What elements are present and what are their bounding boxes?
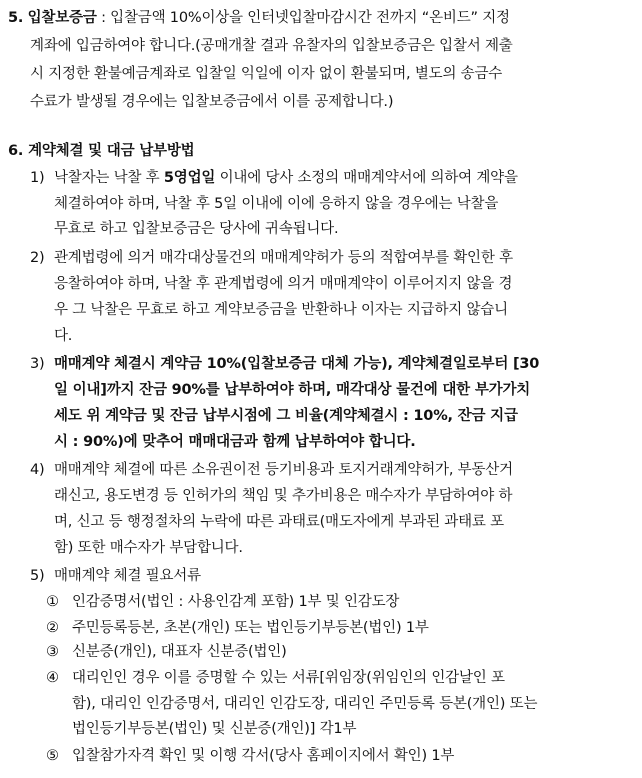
item-2-line-4: 다.	[54, 328, 73, 344]
section-6-title: 계약체결 및 대금 납부방법	[28, 143, 195, 159]
doc-1-text: 인감증명서(법인 : 사용인감계 포함) 1부 및 인감도장	[72, 594, 400, 610]
doc-2-text: 주민등록등본, 초본(개인) 또는 법인등기부등본(법인) 1부	[72, 620, 429, 636]
section-6-number: 6.	[8, 143, 24, 159]
item-1-marker: 1)	[30, 170, 45, 186]
section-6-heading	[8, 141, 194, 161]
item-1-line-2: 체결하여야 하며, 낙찰 후 5일 이내에 이에 응하지 않을 경우에는 낙찰을	[54, 196, 499, 212]
item-4-line-2: 래신고, 용도변경 등 인허가의 책임 및 추가비용은 매수자가 부담하여야 하	[54, 488, 513, 504]
item-4-marker: 4)	[30, 462, 45, 478]
item-4-line-3: 며, 신고 등 행정절차의 누락에 따른 과태료(매도자에게 부과된 과태료 포	[54, 514, 504, 530]
section-5-line-3: 시 지정한 환불예금계좌로 입찰일 익일에 이자 없이 환불되며, 별도의 송금수	[30, 66, 503, 82]
section-5-line-4: 수료가 발생될 경우에는 입찰보증금에서 이를 공제합니다.)	[30, 94, 394, 110]
doc-4-marker: ④	[46, 670, 59, 686]
item-1-line-1	[54, 168, 518, 188]
item-2-marker: 2)	[30, 250, 45, 266]
section-5-line-2: 계좌에 입금하여야 합니다.(공매개찰 결과 유찰자의 입찰보증금은 입찰서 제출	[30, 38, 513, 54]
section-5-line-1	[8, 8, 510, 28]
section-5-number: 5.	[8, 10, 24, 26]
section-5-text: : 입찰금액 10%이상을 인터넷입찰마감시간 전까지 “온비드” 지정	[96, 10, 510, 26]
doc-5-marker: ⑤	[46, 748, 59, 764]
item-2-line-3: 우 그 낙찰은 무효로 하고 계약보증금을 반환하나 이자는 지급하지 않습니	[54, 302, 508, 318]
doc-3-text: 신분증(개인), 대표자 신분증(법인)	[72, 644, 287, 660]
item-5-title: 매매계약 체결 필요서류	[54, 568, 201, 584]
doc-2-marker: ②	[46, 620, 59, 636]
item-5-marker: 5)	[30, 568, 45, 584]
section-5-title: 입찰보증금	[27, 10, 97, 26]
item-4-line-1: 매매계약 체결에 따른 소유권이전 등기비용과 토지거래계약허가, 부동산거	[54, 462, 513, 478]
doc-4-line-3: 법인등기부등본(법인) 및 신분증(개인)] 각1부	[72, 721, 357, 737]
doc-5-text: 입찰참가자격 확인 및 이행 각서(당사 홈페이지에서 확인) 1부	[72, 748, 455, 764]
item-3-line-3: 세도 위 계약금 및 잔금 납부시점에 그 비율(계약체결시 : 10%, 잔금 지급	[54, 408, 518, 424]
item-1-line-3: 무효로 하고 입찰보증금은 당사에 귀속됩니다.	[54, 221, 339, 237]
doc-4-line-1: 대리인인 경우 이를 증명할 수 있는 서류[위임장(위임인의 인감날인 포	[72, 670, 505, 686]
item-2-line-2: 응찰하여야 하며, 낙찰 후 관계법령에 의거 매매계약이 이루어지지 않을 경	[54, 276, 513, 292]
item-3-line-2: 일 이내]까지 잔금 90%를 납부하여야 하며, 매각대상 물건에 대한 부가가치	[54, 382, 531, 398]
item-1-deadline: 5영업일	[163, 170, 216, 186]
item-4-line-4: 함) 또한 매수자가 부담합니다.	[54, 540, 243, 556]
item-3-line-4: 시 : 90%)에 맞추어 매매대금과 함께 납부하여야 합니다.	[54, 434, 416, 450]
doc-3-marker: ③	[46, 644, 59, 660]
doc-4-line-2: 함), 대리인 인감증명서, 대리인 인감도장, 대리인 주민등록 등본(개인) 또는	[72, 696, 538, 712]
item-1-text-pre: 낙찰자는 낙찰 후	[54, 170, 164, 186]
item-1-text-post: 이내에 당사 소정의 매매계약서에 의하여 계약을	[215, 170, 518, 186]
item-3-line-1: 매매계약 체결시 계약금 10%(입찰보증금 대체 가능), 계약체결일로부터 [30	[54, 356, 540, 372]
item-2-line-1: 관계법령에 의거 매각대상물건의 매매계약허가 등의 적합여부를 확인한 후	[54, 250, 513, 266]
doc-1-marker: ①	[46, 594, 59, 610]
item-3-marker: 3)	[30, 356, 45, 372]
